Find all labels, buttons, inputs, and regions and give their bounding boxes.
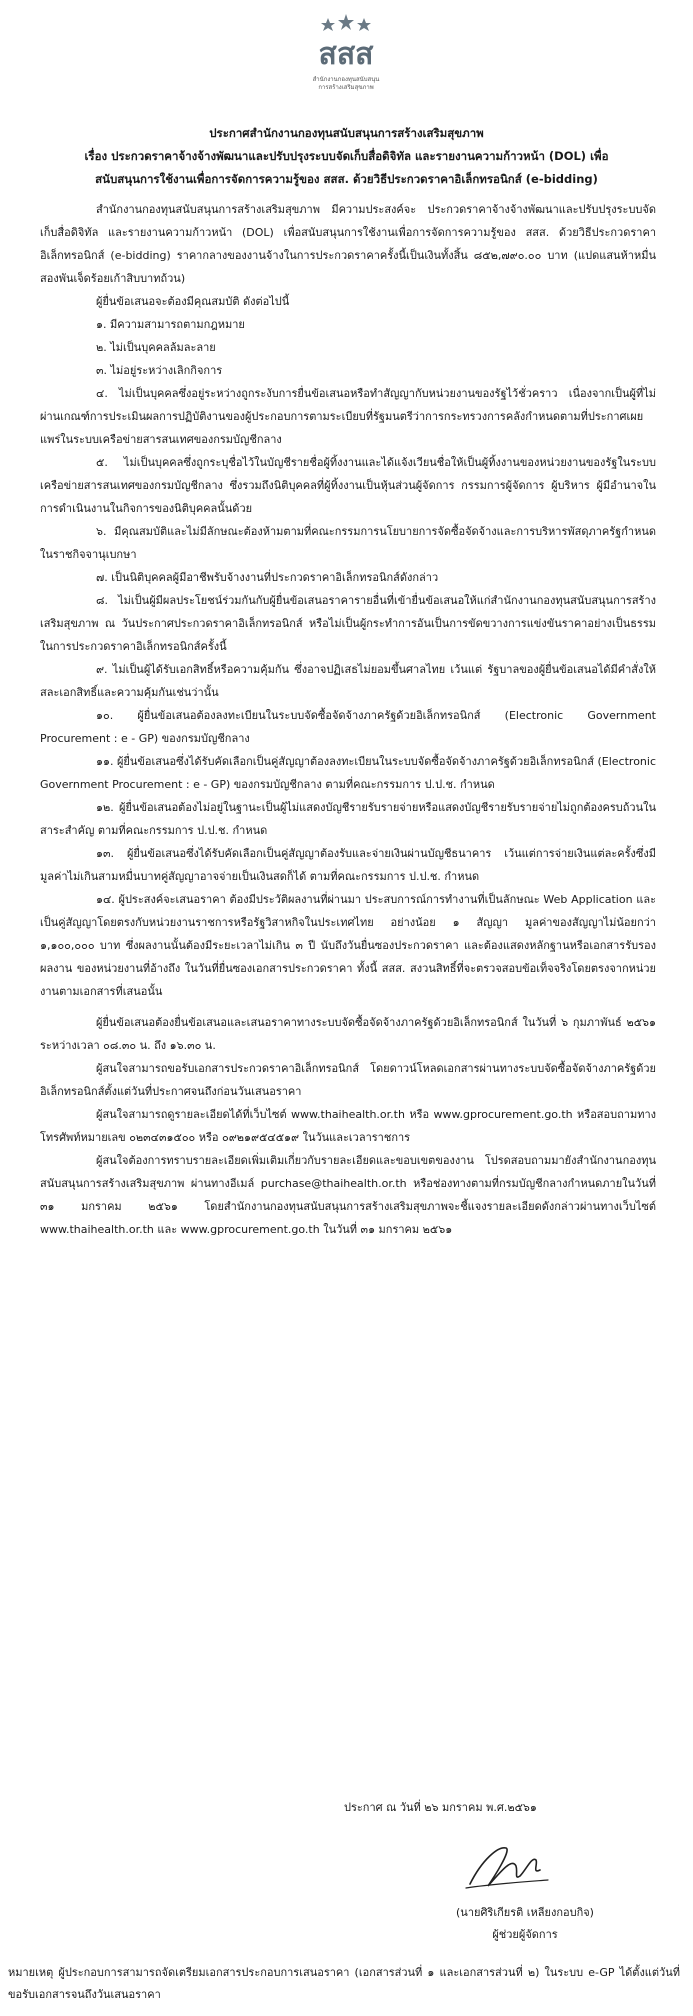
- announcement-date-block: [300, 1796, 660, 1819]
- thaihealth-logo: [286, 14, 406, 109]
- qualification-item: ๒. ไม่เป็นบุคคลล้มละลาย: [96, 341, 216, 354]
- footnote: [8, 1962, 680, 2006]
- qualification-item: ๑๓. ผู้ยื่นข้อเสนอซึ่งได้รับคัดเลือกเป็นคู่สัญญาต้องรับและจ่ายเงินผ่านบัญชีธนาคาร เว้นแต่การจ่ายเงินแต่ละครั้งซึ่งมีมูลค่าไม่เกินสามหมื่นบาทคู่สัญญาอาจจ่ายเป็นเงินสดก็ได้ ตามที่คณะกรรมการ ป.ป.ช. กำหนด: [40, 847, 656, 883]
- qualification-item: ๗. เป็นนิติบุคคลผู้มีอาชีพรับจ้างงานที่ประกวดราคาอิเล็กทรอนิกส์ดังกล่าว: [96, 571, 439, 584]
- qualification-item: ๘. ไม่เป็นผู้มีผลประโยชน์ร่วมกันกับผู้ยื่นข้อเสนอราคารายอื่นที่เข้ายื่นข้อเสนอให้แก่สำนักงานกองทุนสนับสนุนการสร้างเสริมสุขภาพ ณ วันประกาศประกวดราคาอิเล็กทรอนิกส์ หรือไม่เป็นผู้กระทำการอันเป็นการขัดขวางการแข่งขันราคาอย่างเป็นธรรม ในการประกวดราคาอิเล็กทรอนิกส์ครั้งนี้: [40, 594, 656, 653]
- qualification-item: ๕. ไม่เป็นบุคคลซึ่งถูกระบุชื่อไว้ในบัญชีรายชื่อผู้ทิ้งงานและได้แจ้งเวียนชื่อให้เป็นผู้ทิ้งงานของหน่วยงานของรัฐในระบบเครือข่ายสารสนเทศของกรมบัญชีกลาง ซึ่งรวมถึงนิติบุคคลที่ผู้ทิ้งงานเป็นหุ้นส่วนผู้จัดการ กรรมการผู้จัดการ ผู้บริหาร ผู้มีอำนาจในการดำเนินงานในกิจการของนิติบุคคลนั้นด้วย: [40, 456, 656, 515]
- qualification-item: ๑. มีความสามารถตามกฎหมาย: [96, 318, 245, 331]
- footnote-text: หมายเหตุ ผู้ประกอบการสามารถจัดเตรียมเอกสารประกอบการเสนอราคา (เอกสารส่วนที่ ๑ และเอกสารส่วนที่ ๒) ในระบบ e-GP ได้ตั้งแต่วันที่ขอรับเอกสารจนถึงวันเสนอราคา: [8, 1966, 680, 2001]
- logo-sub-line-1: สำนักงานกองทุนสนับสนุน: [312, 76, 380, 83]
- contact-paragraph: ผู้สนใจสามารถดูรายละเอียดได้ที่เว็บไซต์ www.thaihealth.or.th หรือ www.gprocurement.go.th หรือสอบถามทางโทรศัพท์หมายเลข ๐๒๓๔๓๑๕๐๐ หรือ ๐๙๒๑๙๕๔๕๑๙ ในวันและเวลาราชการ: [40, 1108, 656, 1144]
- signer-title: ผู้ช่วยผู้จัดการ: [492, 1928, 558, 1941]
- signer-name: (นายศิริเกียรติ เหลียงกอบกิจ): [456, 1906, 594, 1919]
- qualification-item: ๑๔. ผู้ประสงค์จะเสนอราคา ต้องมีประวัติผลงานที่ผ่านมา ประสบการณ์การทำงานที่เป็นลักษณะ Web Application และเป็นคู่สัญญาโดยตรงกับหน่วยงานราชการหรือรัฐวิสาหกิจในประเทศไทย อย่างน้อย ๑ สัญญา มูลค่าของสัญญาไม่น้อยกว่า ๑,๑๐๐,๐๐๐ บาท ซึ่งผลงานนั้นต้องมีระยะเวลาไม่เกิน ๓ ปี นับถึงวันยื่นซองประกวดราคา และต้องแสดงหลักฐานหรือเอกสารรับรอง ผลงาน ของหน่วยงานที่อ้างถึง ในวันที่ยื่นซองเอกสารประกวดราคา ทั้งนี้ สสส. สงวนสิทธิ์ที่จะตรวจสอบข้อเท็จจริงโดยตรงจากหน่วยงานตามเอกสารที่เสนอนั้น: [40, 893, 656, 998]
- signature-icon: [462, 1840, 552, 1896]
- qualification-item: ๑๒. ผู้ยื่นข้อเสนอต้องไม่อยู่ในฐานะเป็นผู้ไม่แสดงบัญชีรายรับรายจ่ายหรือแสดงบัญชีรายรับรายจ่ายไม่ถูกต้องครบถ้วนในสาระสำคัญ ตามที่คณะกรรมการ ป.ป.ช. กำหนด: [40, 801, 656, 837]
- qualification-item: ๑๑. ผู้ยื่นข้อเสนอซึ่งได้รับคัดเลือกเป็นคู่สัญญาต้องลงทะเบียนในระบบจัดซื้อจัดจ้างภาครัฐด้วยอิเล็กทรอนิกส์ (Electronic Government Procurement : e - GP) ของกรมบัญชีกลาง ตามที่คณะกรรมการ ป.ป.ช. กำหนด: [40, 755, 657, 791]
- qualification-item: ๓. ไม่อยู่ระหว่างเลิกกิจการ: [96, 364, 223, 377]
- submission-paragraph: ผู้ยื่นข้อเสนอต้องยื่นข้อเสนอและเสนอราคาทางระบบจัดซื้อจัดจ้างภาครัฐด้วยอิเล็กทรอนิกส์ ในวันที่ ๖ กุมภาพันธ์ ๒๕๖๑ ระหว่างเวลา ๐๘.๓๐ น. ถึง ๑๖.๓๐ น.: [40, 1016, 656, 1052]
- qualification-item: ๖. มีคุณสมบัติและไม่มีลักษณะต้องห้ามตามที่คณะกรรมการนโยบายการจัดซื้อจัดจ้างและการบริหารพัสดุภาครัฐกำหนดในราชกิจจานุเบกษา: [40, 525, 656, 561]
- logo-sub-line-2: การสร้างเสริมสุขภาพ: [318, 84, 374, 91]
- logo-mark-text: สสส: [318, 37, 374, 72]
- qualification-item: ๑๐. ผู้ยื่นข้อเสนอต้องลงทะเบียนในระบบจัดซื้อจัดจ้างภาครัฐด้วยอิเล็กทรอนิกส์ (Electronic Government Procurement : e - GP) ของกรมบัญชีกลาง: [40, 709, 656, 745]
- qualification-item: ๔. ไม่เป็นบุคคลซึ่งอยู่ระหว่างถูกระงับการยื่นข้อเสนอหรือทำสัญญากับหน่วยงานของรัฐไว้ชั่วคราว เนื่องจากเป็นผู้ที่ไม่ผ่านเกณฑ์การประเมินผลการปฏิบัติงานของผู้ประกอบการตามระเบียบที่รัฐมนตรีว่าการกระทรวงการคลังกำหนดตามที่ประกาศเผยแพร่ในระบบเครือข่ายสารสนเทศของกรมบัญชีกลาง: [40, 387, 656, 446]
- title-line-1: ประกาศสำนักงานกองทุนสนับสนุนการสร้างเสริมสุขภาพ: [209, 126, 484, 140]
- announcement-date: ประกาศ ณ วันที่ ๒๖ มกราคม พ.ศ.๒๕๖๑: [344, 1801, 537, 1814]
- thaihealth-logo-mark: [306, 14, 386, 76]
- intro-paragraph: สำนักงานกองทุนสนับสนุนการสร้างเสริมสุขภาพ มีความประสงค์จะ ประกวดราคาจ้างจ้างพัฒนาและปรับปรุงระบบจัดเก็บสื่อดิจิทัล และรายงานความก้าวหน้า (DOL) เพื่อสนับสนุนการใช้งานเพื่อการจัดการความรู้ของ สสส. ด้วยวิธีประกวดราคาอิเล็กทรอนิกส์ (e-bidding) ราคากลางของงานจ้างในการประกวดราคาครั้งนี้เป็นเงินทั้งสิ้น ๘๕๒,๗๙๐.๐๐ บาท (แปดแสนห้าหมื่นสองพันเจ็ดร้อยเก้าสิบบาทถ้วน): [40, 203, 656, 285]
- document-paragraph: ผู้สนใจสามารถขอรับเอกสารประกวดราคาอิเล็กทรอนิกส์ โดยดาวน์โหลดเอกสารผ่านทางระบบจัดซื้อจัดจ้างภาครัฐด้วยอิเล็กทรอนิกส์ตั้งแต่วันที่ประกาศจนถึงก่อนวันเสนอราคา: [40, 1062, 656, 1098]
- signer-block: [420, 1902, 630, 1946]
- inquiry-paragraph: ผู้สนใจต้องการทราบรายละเอียดเพิ่มเติมเกี่ยวกับรายละเอียดและขอบเขตของงาน โปรดสอบถามมายังสำนักงานกองทุนสนับสนุนการสร้างเสริมสุขภาพ ผ่านทางอีเมล์ purchase@thaihealth.or.th หรือช่องทางตามที่กรมบัญชีกลางกำหนดภายในวันที่ ๓๑ มกราคม ๒๕๖๑ โดยสำนักงานกองทุนสนับสนุนการสร้างเสริมสุขภาพจะชี้แจงรายละเอียดดังกล่าวผ่านทางเว็บไซต์ www.thaihealth.or.th และ www.gprocurement.go.th ในวันที่ ๓๑ มกราคม ๒๕๖๑: [40, 1154, 656, 1236]
- qualification-item: ๙. ไม่เป็นผู้ได้รับเอกสิทธิ์หรือความคุ้มกัน ซึ่งอาจปฏิเสธไม่ยอมขึ้นศาลไทย เว้นแต่ รัฐบาลของผู้ยื่นข้อเสนอได้มีคำสั่งให้สละเอกสิทธิ์และความคุ้มกันเช่นว่านั้น: [40, 663, 656, 699]
- title-line-3: สนับสนุนการใช้งานเพื่อการจัดการความรู้ของ สสส. ด้วยวิธีประกวดราคาอิเล็กทรอนิกส์ (e-bidding): [95, 172, 598, 186]
- announcement-body: [40, 198, 656, 1241]
- qualification-heading: ผู้ยื่นข้อเสนอจะต้องมีคุณสมบัติ ดังต่อไปนี้: [96, 295, 290, 308]
- announcement-title: [40, 122, 653, 191]
- title-line-2: เรื่อง ประกวดราคาจ้างจ้างพัฒนาและปรับปรุงระบบจัดเก็บสื่อดิจิทัล และรายงานความก้าวหน้า (DOL) เพื่อ: [84, 149, 609, 163]
